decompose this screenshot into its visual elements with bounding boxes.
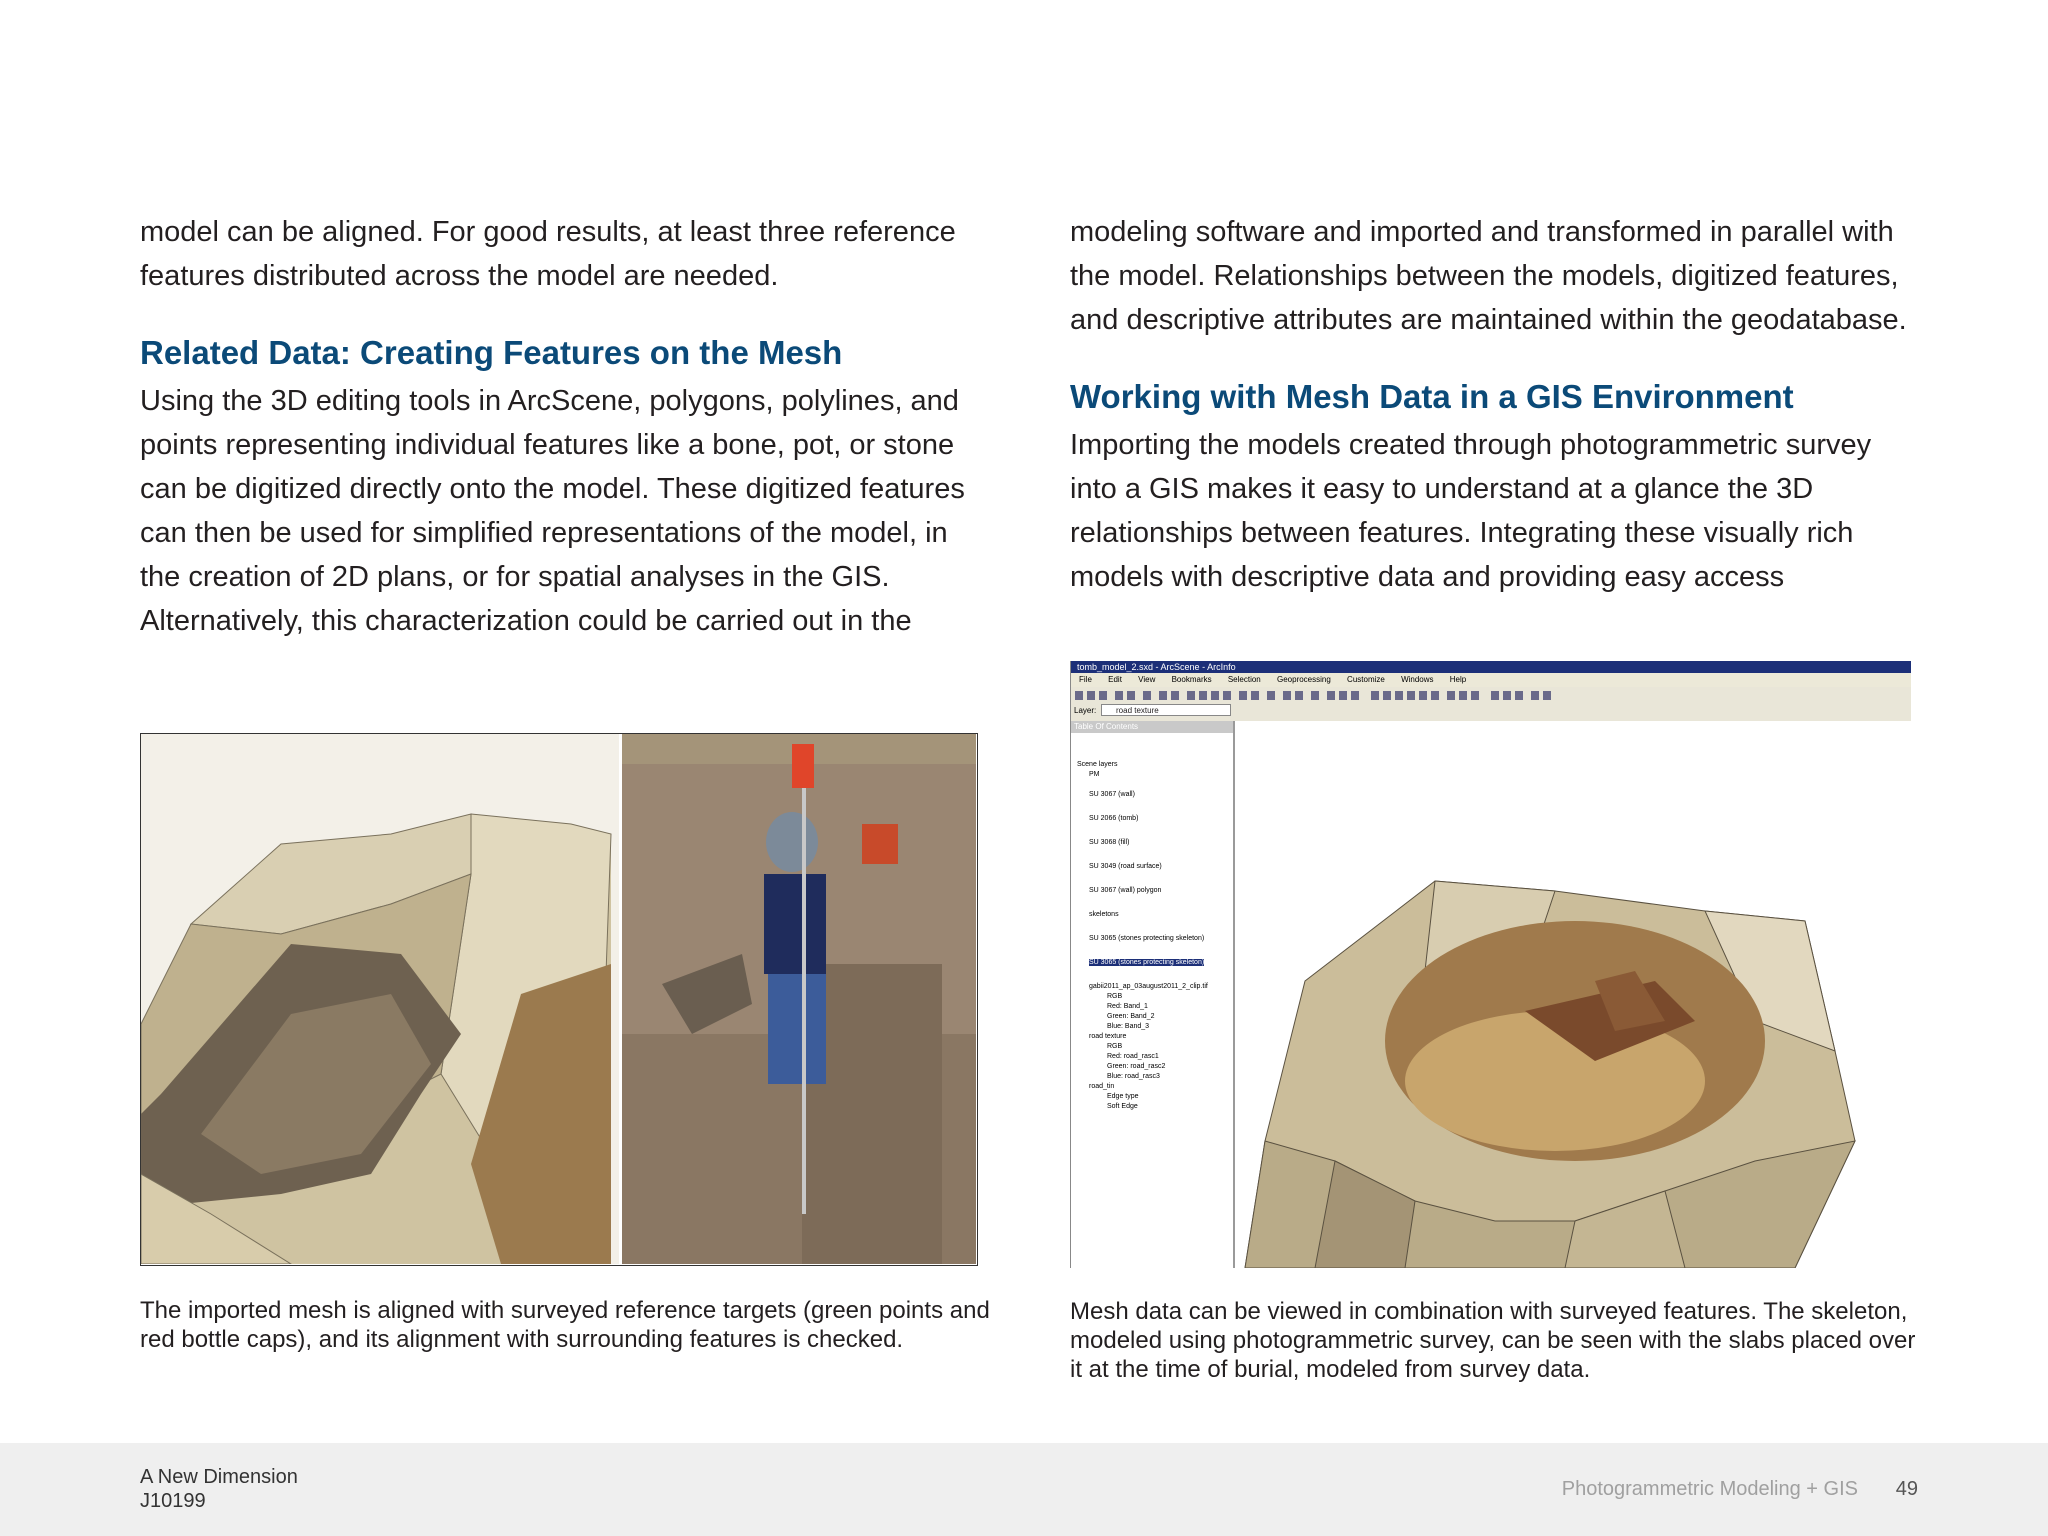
menu-windows[interactable]: Windows: [1401, 675, 1434, 684]
toc-item: Green: road_rasc2: [1107, 1063, 1166, 1070]
toc-item[interactable]: SU 3065 (stones protecting skeleton): [1089, 935, 1205, 942]
layer-label: Layer:: [1074, 706, 1097, 715]
figure-arcscene-screenshot: [1070, 661, 1911, 1268]
toc-item: Blue: Band_3: [1107, 1023, 1150, 1030]
page-number: 49: [1895, 1478, 1918, 1500]
right-body-paragraph: Importing the models created through photogrammetric survey into a GIS makes it easy to understand at a glance the 3D relationships between features. Integrating these visually rich models with descriptive data and providing easy access: [1070, 429, 1872, 593]
right-intro-paragraph: modeling software and imported and transformed in parallel with the model. Relationships between the models, digitized features, and descriptive attributes are maintained within the geodatabase.: [1070, 216, 1907, 336]
toc-item[interactable]: PM: [1089, 771, 1100, 778]
left-body-paragraph: Using the 3D editing tools in ArcScene, polygons, polylines, and points representing individual features like a bone, pot, or stone can be digitized directly onto the model. These digitized features can then be used for simplified representations of the model, in the creation of 2D plans, or for spatial analyses in the GIS. Alternatively, this characterization could be carried out in the: [140, 385, 965, 637]
toc-item[interactable]: gabii2011_ap_03august2011_2_clip.tif: [1089, 983, 1208, 990]
menu-geoprocessing[interactable]: Geoprocessing: [1277, 675, 1331, 684]
menu-bar: [1071, 673, 1911, 687]
left-column: [140, 210, 990, 643]
toc-item: Soft Edge: [1107, 1103, 1138, 1110]
field-survey-photo: [622, 734, 976, 1264]
menu-view[interactable]: View: [1138, 675, 1156, 684]
toc-item-selected[interactable]: SU 3065 (stones protecting skeleton): [1089, 959, 1205, 966]
menu-customize[interactable]: Customize: [1347, 675, 1385, 684]
right-section-heading: Working with Mesh Data in a GIS Environment: [1070, 378, 1794, 415]
toc-item: Edge type: [1107, 1093, 1139, 1100]
page-footer: [0, 1443, 2048, 1536]
right-column: [1070, 210, 1920, 599]
toc-item[interactable]: Scene layers: [1077, 761, 1118, 768]
toc-item[interactable]: skeletons: [1089, 911, 1119, 918]
toc-item: Blue: road_rasc3: [1107, 1073, 1160, 1080]
toc-item[interactable]: SU 3067 (wall): [1089, 791, 1135, 798]
publication-code: J10199: [140, 1490, 206, 1512]
menu-edit[interactable]: Edit: [1108, 675, 1122, 684]
toc-item[interactable]: SU 3049 (road surface): [1089, 863, 1162, 870]
table-of-contents-panel: [1071, 721, 1235, 1268]
menu-file[interactable]: File: [1079, 675, 1092, 684]
left-intro-paragraph: model can be aligned. For good results, at least three reference features distributed across the model are needed.: [140, 216, 956, 292]
scene-3d-view[interactable]: [1235, 721, 1911, 1268]
left-section-heading: Related Data: Creating Features on the Mesh: [140, 334, 843, 371]
publication-title: A New Dimension: [140, 1466, 298, 1488]
toc-title: Table Of Contents: [1071, 721, 1233, 733]
toc-item[interactable]: SU 3067 (wall) polygon: [1089, 887, 1162, 894]
mesh-render-image: [141, 734, 619, 1264]
figure-right-caption: Mesh data can be viewed in combination with surveyed features. The skeleton, modeled using photogrammetric survey, can be seen with the slabs placed over it at the time of burial, modeled from survey data.: [1070, 1298, 1916, 1383]
footer-publication: [140, 1465, 298, 1513]
toc-item[interactable]: SU 2066 (tomb): [1089, 815, 1139, 822]
toc-item: Green: Band_2: [1107, 1013, 1155, 1020]
toc-item: RGB: [1107, 1043, 1123, 1050]
toc-item: RGB: [1107, 993, 1123, 1000]
figure-mesh-alignment: [140, 733, 978, 1266]
layer-select[interactable]: road texture: [1101, 704, 1231, 716]
toc-item[interactable]: road texture: [1089, 1033, 1127, 1040]
menu-bookmarks[interactable]: Bookmarks: [1171, 675, 1212, 684]
menu-selection[interactable]: Selection: [1227, 675, 1261, 684]
toc-item: Red: road_rasc1: [1107, 1053, 1159, 1060]
figure-left-caption: The imported mesh is aligned with surveyed reference targets (green points and red bottle caps), and its alignment with surrounding features is checked.: [140, 1297, 990, 1353]
menu-help[interactable]: Help: [1449, 675, 1467, 684]
toolbar: [1071, 687, 1911, 722]
toc-item: Red: Band_1: [1107, 1003, 1148, 1010]
footer-section-title: Photogrammetric Modeling + GIS: [1561, 1478, 1858, 1500]
window-title: tomb_model_2.sxd - ArcScene - ArcInfo: [1071, 661, 1911, 673]
toc-item[interactable]: SU 3068 (fill): [1089, 839, 1130, 846]
toc-item[interactable]: road_tin: [1089, 1083, 1115, 1090]
